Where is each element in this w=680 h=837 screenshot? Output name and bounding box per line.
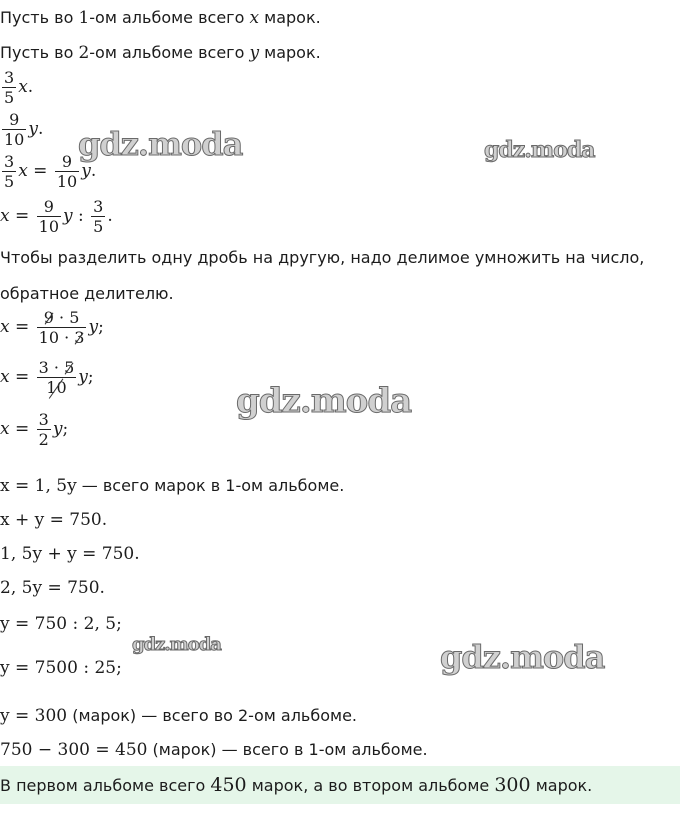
equation-a: $\frac{3}{5}$ x.: [4, 68, 34, 107]
fraction: $\frac{9}{10}$: [4, 110, 25, 149]
intro-line-2: Пусть во 2-ом альбоме всего y марок.: [0, 43, 321, 63]
rule-line-2: обратное делителю.: [0, 284, 174, 303]
equation-m: y = 7500 : 25;: [0, 658, 122, 678]
fraction: $\frac{3}{5}$: [4, 152, 15, 191]
watermark: gdz.moda: [484, 137, 595, 163]
fraction: $\frac{3}{2}$: [38, 410, 49, 449]
fraction: $\frac{9}{10}$: [56, 152, 78, 191]
equation-h: x = 1, 5y — всего марок в 1-ом альбоме.: [0, 476, 345, 496]
fraction: $\frac{3 \cdot 5}{10}$: [38, 358, 75, 397]
fraction: $\frac{3}{5}$: [4, 68, 15, 107]
equation-c: $\frac{3}{5}$ x = $\frac{9}{10}$ y.: [4, 152, 97, 191]
equation-k: 2, 5y = 750.: [0, 578, 105, 598]
fraction: $\frac{9 \cdot 5}{10 \cdot 3}$: [38, 308, 85, 347]
fraction: $\frac{3}{5}$: [93, 197, 104, 236]
equation-i: x + y = 750.: [0, 510, 108, 530]
intro-line-1: Пусть во 1-ом альбоме всего x марок.: [0, 8, 321, 28]
fraction: $\frac{9}{10}$: [38, 197, 60, 236]
rule-line-1: Чтобы разделить одну дробь на другую, надо делимое умножить на число,: [0, 248, 645, 267]
watermark: gdz.moda: [440, 638, 605, 676]
equation-l: y = 750 : 2, 5;: [0, 614, 122, 634]
equation-e: x = $\frac{9 \cdot 5}{10 \cdot 3}$ y;: [0, 308, 104, 347]
equation-f: x = $\frac{3 \cdot 5}{10}$ y;: [0, 358, 94, 397]
equation-g: x = $\frac{3}{2}$ y;: [0, 410, 69, 449]
watermark: gdz.moda: [78, 125, 243, 163]
equation-d: x = $\frac{9}{10}$ y : $\frac{3}{5}$ .: [0, 197, 113, 236]
answer-highlight: В первом альбоме всего 450 марок, а во втором альбоме 300 марок.: [0, 766, 680, 804]
watermark: gdz.moda: [236, 381, 412, 421]
watermark: gdz.moda: [132, 634, 221, 655]
equation-n: y = 300 (марок) — всего во 2-ом альбоме.: [0, 706, 358, 726]
equation-b: $\frac{9}{10}$ y.: [4, 110, 44, 149]
equation-o: 750 − 300 = 450 (марок) — всего в 1-ом альбоме.: [0, 740, 428, 760]
equation-j: 1, 5y + y = 750.: [0, 544, 140, 564]
